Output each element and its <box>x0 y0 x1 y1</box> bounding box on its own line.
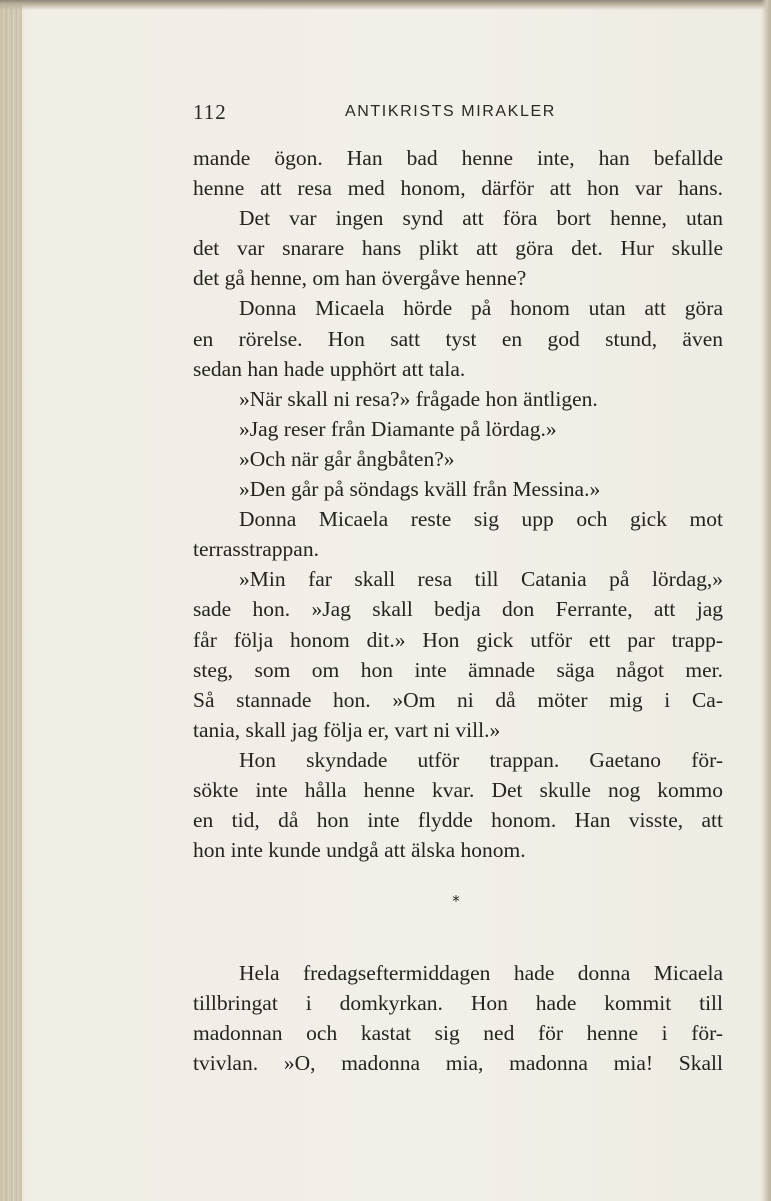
book-spine-shadow <box>0 0 22 1201</box>
text-line: steg, som om hon inte ämnade säga något mer. <box>193 657 723 682</box>
text-line: en tid, då hon inte flydde honom. Han visste, att <box>193 808 723 833</box>
text-line: mande ögon. Han bad henne inte, han befallde <box>193 146 723 170</box>
text-line: får följa honom dit.» Hon gick utför ett par trapp- <box>193 627 723 652</box>
text-line: »Och när går ångbåten?» <box>239 446 455 471</box>
text-line: Så stannade hon. »Om ni då möter mig i Ca- <box>193 687 723 712</box>
text-line: »Jag reser från Diamante på lördag.» <box>239 416 557 441</box>
main-text <box>193 143 723 865</box>
text-line: »Min far skall resa till Catania på lördag,» <box>239 567 723 592</box>
section-two-text <box>193 958 723 1078</box>
text-line: Donna Micaela hörde på honom utan att göra <box>239 296 723 321</box>
running-title: ANTIKRISTS MIRAKLER <box>345 103 556 120</box>
text-line: tillbringat i domkyrkan. Hon hade kommit till <box>193 991 723 1016</box>
text-line: tvivlan. »O, madonna mia, madonna mia! Skall <box>193 1051 723 1076</box>
text-line: »När skall ni resa?» frågade hon äntligen. <box>239 386 598 411</box>
text-line: madonnan och kastat sig ned för henne i för- <box>193 1021 723 1046</box>
text-line: Det var ingen synd att föra bort henne, utan <box>239 206 723 231</box>
text-line: Hela fredagseftermiddagen hade donna Micaela <box>239 961 723 985</box>
text-line: sedan han hade upphört att tala. <box>193 356 466 381</box>
text-line: det gå henne, om han övergåve henne? <box>193 266 527 291</box>
page-number: 112 <box>193 100 227 124</box>
text-line: »Den går på söndags kväll från Messina.» <box>239 477 601 502</box>
text-line: terrasstrappan. <box>193 537 319 562</box>
text-line: en rörelse. Hon satt tyst en god stund, även <box>193 326 723 351</box>
page-right-edge <box>761 0 771 1201</box>
text-line: Donna Micaela reste sig upp och gick mot <box>239 507 723 532</box>
text-line: sade hon. »Jag skall bedja don Ferrante, att jag <box>193 597 723 622</box>
text-line: sökte inte hålla henne kvar. Det skulle nog kommo <box>193 777 723 802</box>
text-line: tania, skall jag följa er, vart ni vill.» <box>193 717 501 742</box>
page-top-edge <box>0 0 771 10</box>
text-line: det var snarare hans plikt att göra det. Hur skulle <box>193 236 723 261</box>
section-break-asterisk: * <box>452 892 460 910</box>
text-line: henne att resa med honom, därför att hon var hans. <box>193 176 723 201</box>
running-head <box>193 100 573 130</box>
text-line: hon inte kunde undgå att älska honom. <box>193 838 526 863</box>
text-line: Hon skyndade utför trappan. Gaetano för- <box>239 747 723 772</box>
